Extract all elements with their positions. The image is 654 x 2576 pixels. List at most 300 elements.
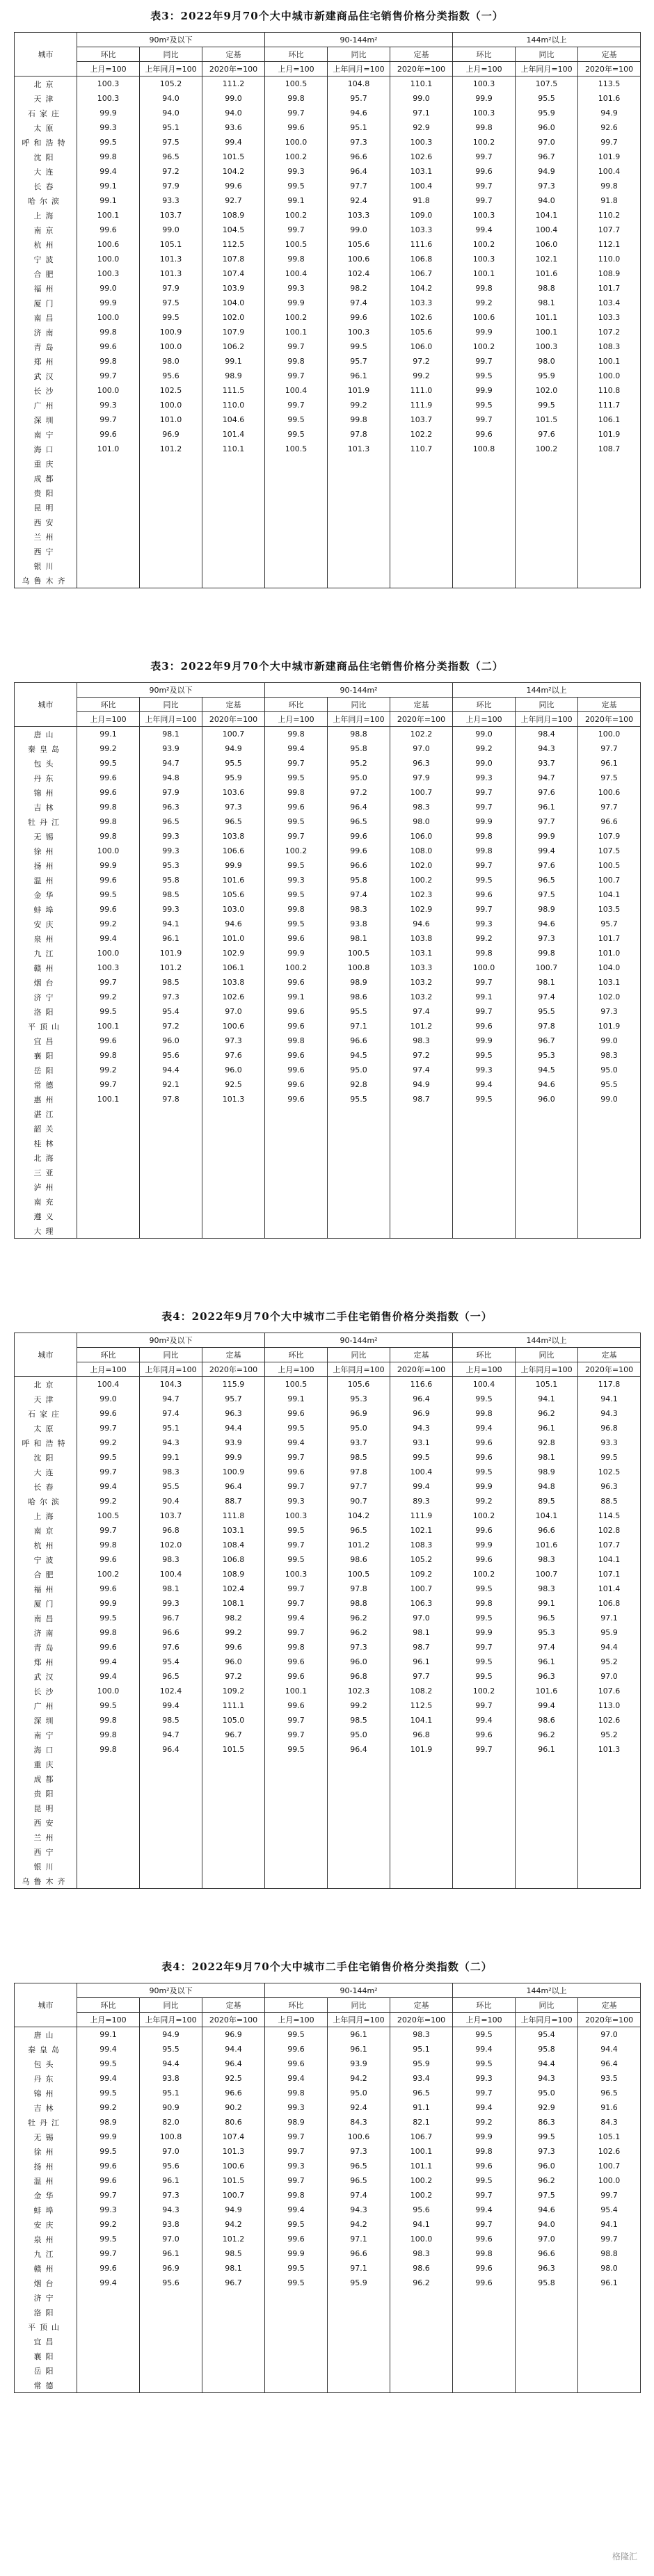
index-value-cell: 99.6 <box>77 785 140 800</box>
index-value-cell: 99.6 <box>265 1092 328 1106</box>
index-value-cell: 95.3 <box>516 1625 578 1640</box>
index-value-cell: 102.0 <box>202 310 265 325</box>
index-value-cell: 97.4 <box>328 296 390 310</box>
index-value-cell: 100.4 <box>390 179 453 193</box>
index-value-cell: 99.4 <box>202 135 265 150</box>
index-value-cell: 99.4 <box>77 1669 140 1684</box>
index-value-cell: 91.6 <box>578 2100 641 2115</box>
metric-header: 环比 <box>453 1998 516 2013</box>
index-value-cell: 95.9 <box>202 771 265 785</box>
index-value-cell: 99.3 <box>265 281 328 296</box>
index-value-cell: 99.5 <box>265 1742 328 1757</box>
index-value-cell: 99.2 <box>202 1625 265 1640</box>
city-cell: 上海 <box>15 1508 77 1523</box>
index-value-cell: 100.6 <box>453 310 516 325</box>
city-cell: 烟台 <box>15 975 77 990</box>
index-value-cell <box>390 1844 453 1859</box>
table-row <box>15 1611 641 1625</box>
index-value-cell: 98.4 <box>516 727 578 742</box>
index-value-cell: 99.4 <box>453 2042 516 2056</box>
index-value-cell: 100.3 <box>265 1567 328 1581</box>
index-value-cell: 99.6 <box>453 1523 516 1538</box>
index-value-cell: 96.8 <box>140 1523 202 1538</box>
city-cell: 洛阳 <box>15 1004 77 1019</box>
index-value-cell <box>202 1830 265 1844</box>
index-value-cell: 98.5 <box>140 975 202 990</box>
index-value-cell <box>453 1830 516 1844</box>
index-value-cell: 99.6 <box>453 1728 516 1742</box>
index-value-cell: 100.1 <box>453 266 516 281</box>
index-value-cell: 111.0 <box>390 383 453 398</box>
table-row <box>15 1844 641 1859</box>
index-value-cell: 94.5 <box>328 1048 390 1063</box>
table-row <box>15 1874 641 1889</box>
index-value-cell: 95.6 <box>140 369 202 383</box>
index-value-cell: 99.5 <box>265 427 328 442</box>
index-value-cell: 100.0 <box>77 310 140 325</box>
index-value-cell: 96.4 <box>390 1392 453 1406</box>
index-value-cell <box>77 1874 140 1889</box>
index-value-cell: 100.0 <box>77 252 140 266</box>
index-value-cell: 99.5 <box>453 873 516 887</box>
table-title: 表4：2022年9月70个大中城市二手住宅销售价格分类指数（一） <box>161 1310 493 1323</box>
table-section <box>0 0 654 588</box>
city-cell: 金华 <box>15 887 77 902</box>
index-value-cell: 99.5 <box>516 2130 578 2144</box>
index-value-cell: 99.3 <box>140 902 202 917</box>
index-value-cell: 88.5 <box>578 1494 641 1508</box>
city-cell: 南宁 <box>15 427 77 442</box>
index-value-cell: 117.8 <box>578 1377 641 1392</box>
index-value-cell <box>77 471 140 485</box>
table-row <box>15 1136 641 1150</box>
city-cell: 秦皇岛 <box>15 741 77 756</box>
index-value-cell <box>453 2363 516 2378</box>
index-value-cell: 92.8 <box>516 1435 578 1450</box>
index-value-cell <box>578 1801 641 1815</box>
index-value-cell: 98.6 <box>328 990 390 1004</box>
index-value-cell: 99.5 <box>77 2144 140 2159</box>
index-value-cell <box>516 1786 578 1801</box>
index-value-cell: 99.7 <box>265 756 328 771</box>
index-value-cell: 82.1 <box>390 2115 453 2130</box>
index-value-cell <box>453 500 516 515</box>
index-value-cell: 99.9 <box>77 1596 140 1611</box>
city-cell: 深圳 <box>15 412 77 427</box>
index-value-cell: 101.3 <box>202 2144 265 2159</box>
index-value-cell: 113.5 <box>578 77 641 92</box>
index-value-cell: 100.0 <box>77 946 140 960</box>
index-value-cell <box>140 2363 202 2378</box>
index-value-cell: 101.2 <box>390 1019 453 1033</box>
index-value-cell: 103.9 <box>202 281 265 296</box>
index-value-cell: 103.1 <box>390 164 453 179</box>
index-value-cell: 98.8 <box>328 727 390 742</box>
index-value-cell: 99.8 <box>328 412 390 427</box>
index-value-cell <box>202 456 265 471</box>
index-value-cell: 99.2 <box>77 1435 140 1450</box>
index-value-cell: 99.8 <box>77 814 140 829</box>
index-value-cell: 99.7 <box>453 1742 516 1757</box>
index-value-cell: 96.3 <box>202 1406 265 1421</box>
base-header: 上月=100 <box>453 1362 516 1377</box>
index-value-cell <box>453 2319 516 2334</box>
index-value-cell <box>390 485 453 500</box>
index-value-cell: 94.0 <box>516 193 578 208</box>
index-value-cell <box>265 544 328 558</box>
index-value-cell: 97.4 <box>390 1004 453 1019</box>
table-row <box>15 442 641 456</box>
index-value-cell <box>328 1136 390 1150</box>
index-value-cell: 99.3 <box>265 2159 328 2173</box>
index-value-cell: 99.7 <box>453 975 516 990</box>
index-value-cell: 99.6 <box>77 1552 140 1567</box>
index-value-cell <box>390 456 453 471</box>
metric-header: 定基 <box>390 1348 453 1362</box>
index-value-cell <box>390 1801 453 1815</box>
index-value-cell: 97.3 <box>140 2188 202 2203</box>
index-value-cell <box>516 1150 578 1165</box>
index-value-cell <box>140 500 202 515</box>
index-value-cell <box>140 1815 202 1830</box>
metric-header: 同比 <box>516 1348 578 1362</box>
index-value-cell: 99.5 <box>265 917 328 931</box>
index-value-cell: 92.4 <box>328 2100 390 2115</box>
index-value-cell: 99.2 <box>77 990 140 1004</box>
table-row <box>15 814 641 829</box>
index-value-cell: 99.5 <box>265 2276 328 2290</box>
table-row <box>15 1859 641 1874</box>
index-value-cell: 99.5 <box>265 858 328 873</box>
index-value-cell: 99.4 <box>265 2203 328 2217</box>
index-value-cell <box>202 500 265 515</box>
index-value-cell <box>265 573 328 588</box>
index-value-cell <box>265 558 328 573</box>
index-value-cell <box>390 500 453 515</box>
index-value-cell: 99.8 <box>453 1406 516 1421</box>
index-value-cell: 107.9 <box>202 325 265 339</box>
watermark: 格隆汇 <box>612 2552 637 2561</box>
city-cell: 济宁 <box>15 990 77 1004</box>
index-value-cell: 101.3 <box>140 252 202 266</box>
index-value-cell: 102.3 <box>390 887 453 902</box>
table-row <box>15 2144 641 2159</box>
index-value-cell: 99.8 <box>77 1625 140 1640</box>
index-value-cell: 99.3 <box>77 398 140 412</box>
index-value-cell: 96.6 <box>140 1625 202 1640</box>
index-value-cell: 101.5 <box>202 150 265 164</box>
index-value-cell <box>202 573 265 588</box>
index-value-cell: 100.6 <box>202 1019 265 1033</box>
index-value-cell <box>328 485 390 500</box>
table-section <box>0 1951 654 2393</box>
city-cell: 包头 <box>15 756 77 771</box>
index-value-cell: 104.1 <box>578 887 641 902</box>
city-cell: 唐山 <box>15 2027 77 2043</box>
city-cell: 常德 <box>15 2378 77 2393</box>
index-value-cell: 99.4 <box>265 1611 328 1625</box>
index-value-cell: 95.9 <box>578 1625 641 1640</box>
index-value-cell: 99.5 <box>453 369 516 383</box>
index-value-cell: 96.5 <box>140 1669 202 1684</box>
index-value-cell <box>265 1165 328 1180</box>
index-value-cell: 99.3 <box>265 2100 328 2115</box>
city-cell: 天津 <box>15 91 77 106</box>
index-value-cell: 99.7 <box>265 1713 328 1728</box>
index-value-cell: 107.7 <box>578 223 641 237</box>
index-value-cell <box>265 485 328 500</box>
index-value-cell: 100.2 <box>77 1567 140 1581</box>
index-value-cell: 98.3 <box>390 1033 453 1048</box>
index-value-cell: 92.8 <box>328 1077 390 1092</box>
index-value-cell: 100.7 <box>202 2188 265 2203</box>
index-value-cell: 101.2 <box>202 2232 265 2246</box>
index-value-cell: 106.8 <box>202 1552 265 1567</box>
index-value-cell <box>77 1830 140 1844</box>
index-value-cell: 103.3 <box>328 208 390 223</box>
area-band-header: 144m²以上 <box>453 683 641 698</box>
index-value-cell <box>77 1771 140 1786</box>
index-value-cell: 110.0 <box>202 398 265 412</box>
index-value-cell: 98.1 <box>390 1625 453 1640</box>
index-value-cell: 99.0 <box>453 756 516 771</box>
index-value-cell: 95.6 <box>390 2203 453 2217</box>
area-band-header: 90-144m² <box>265 1983 453 1998</box>
index-value-cell <box>328 1209 390 1223</box>
index-value-cell: 113.0 <box>578 1698 641 1713</box>
index-value-cell: 97.3 <box>328 2144 390 2159</box>
index-value-cell: 99.8 <box>265 1033 328 1048</box>
index-value-cell <box>202 2349 265 2363</box>
index-value-cell: 99.5 <box>77 1004 140 1019</box>
index-value-cell: 100.7 <box>516 960 578 975</box>
index-value-cell: 96.5 <box>202 814 265 829</box>
table-row <box>15 2276 641 2290</box>
index-value-cell: 99.3 <box>140 844 202 858</box>
index-value-cell: 99.4 <box>453 1421 516 1435</box>
index-value-cell: 96.2 <box>328 1625 390 1640</box>
index-value-cell: 109.2 <box>202 1684 265 1698</box>
base-header: 2020年=100 <box>390 62 453 77</box>
index-value-cell: 96.5 <box>328 1523 390 1538</box>
city-cell: 锦州 <box>15 785 77 800</box>
index-value-cell <box>578 1874 641 1889</box>
index-value-cell: 95.3 <box>516 1048 578 1063</box>
index-value-cell: 99.7 <box>77 1077 140 1092</box>
index-value-cell: 99.6 <box>328 829 390 844</box>
index-value-cell <box>453 558 516 573</box>
index-value-cell: 108.9 <box>578 266 641 281</box>
index-value-cell: 95.7 <box>202 1392 265 1406</box>
index-value-cell: 96.5 <box>328 2159 390 2173</box>
index-value-cell: 102.1 <box>516 252 578 266</box>
index-value-cell: 99.6 <box>265 931 328 946</box>
index-value-cell: 99.7 <box>265 106 328 120</box>
index-value-cell: 97.2 <box>140 1019 202 1033</box>
index-value-cell: 102.6 <box>390 310 453 325</box>
index-value-cell: 111.2 <box>202 77 265 92</box>
index-value-cell: 99.5 <box>77 1450 140 1465</box>
index-value-cell: 96.0 <box>140 1033 202 1048</box>
index-value-cell: 99.5 <box>453 1465 516 1479</box>
table-row <box>15 1757 641 1771</box>
index-value-cell: 98.0 <box>140 354 202 369</box>
index-value-cell <box>202 1801 265 1815</box>
index-value-cell: 96.0 <box>516 2159 578 2173</box>
index-value-cell: 99.6 <box>265 1465 328 1479</box>
index-value-cell <box>140 529 202 544</box>
index-value-cell <box>328 1844 390 1859</box>
table-row <box>15 1640 641 1655</box>
base-header: 上月=100 <box>265 712 328 727</box>
index-value-cell <box>328 2334 390 2349</box>
city-cell: 襄阳 <box>15 2349 77 2363</box>
index-value-cell: 91.8 <box>390 193 453 208</box>
index-value-cell: 100.0 <box>578 727 641 742</box>
table-row <box>15 2232 641 2246</box>
table-row <box>15 1625 641 1640</box>
index-value-cell: 97.8 <box>516 1019 578 1033</box>
index-value-cell: 105.0 <box>202 1713 265 1728</box>
index-value-cell: 94.0 <box>140 91 202 106</box>
city-cell: 天津 <box>15 1392 77 1406</box>
index-value-cell <box>77 1136 140 1150</box>
index-value-cell: 95.3 <box>328 1392 390 1406</box>
index-value-cell: 95.5 <box>328 1092 390 1106</box>
index-value-cell: 112.5 <box>390 1698 453 1713</box>
table-row <box>15 1830 641 1844</box>
index-value-cell: 95.5 <box>516 91 578 106</box>
metric-header: 环比 <box>453 1348 516 1362</box>
area-band-header: 90m²及以下 <box>77 33 265 47</box>
index-value-cell: 103.3 <box>578 310 641 325</box>
index-value-cell: 99.4 <box>265 741 328 756</box>
index-value-cell <box>202 471 265 485</box>
index-value-cell <box>77 1150 140 1165</box>
index-value-cell: 97.5 <box>578 771 641 785</box>
index-value-cell <box>328 558 390 573</box>
table-row <box>15 2056 641 2071</box>
table-row <box>15 917 641 931</box>
index-value-cell <box>578 1209 641 1223</box>
index-value-cell <box>140 1223 202 1239</box>
index-value-cell: 99.7 <box>453 1640 516 1655</box>
index-value-cell: 99.2 <box>453 2115 516 2130</box>
index-value-cell: 107.1 <box>578 1567 641 1581</box>
index-value-cell: 96.6 <box>578 814 641 829</box>
index-value-cell: 100.5 <box>77 1508 140 1523</box>
index-value-cell: 99.4 <box>77 1655 140 1669</box>
index-value-cell: 99.5 <box>77 1611 140 1625</box>
index-value-cell: 96.9 <box>390 1406 453 1421</box>
city-cell: 济宁 <box>15 2290 77 2305</box>
index-value-cell: 104.5 <box>202 223 265 237</box>
table-row <box>15 771 641 785</box>
index-value-cell: 99.2 <box>453 1494 516 1508</box>
index-value-cell <box>202 2334 265 2349</box>
table-row <box>15 208 641 223</box>
index-value-cell: 99.3 <box>77 120 140 135</box>
index-value-cell: 99.8 <box>453 2144 516 2159</box>
index-value-cell: 99.6 <box>265 2042 328 2056</box>
index-value-cell <box>140 1859 202 1874</box>
index-value-cell: 99.7 <box>578 2188 641 2203</box>
index-value-cell <box>77 515 140 529</box>
index-value-cell <box>77 2290 140 2305</box>
index-value-cell: 99.5 <box>453 398 516 412</box>
index-value-cell: 94.7 <box>140 756 202 771</box>
index-value-cell: 101.6 <box>516 1684 578 1698</box>
table-row <box>15 106 641 120</box>
index-value-cell <box>328 1121 390 1136</box>
index-value-cell: 98.0 <box>390 814 453 829</box>
base-header: 2020年=100 <box>390 2013 453 2027</box>
index-value-cell: 103.8 <box>202 975 265 990</box>
index-value-cell: 99.3 <box>265 164 328 179</box>
index-value-cell: 99.1 <box>77 179 140 193</box>
index-value-cell: 94.4 <box>140 2056 202 2071</box>
index-value-cell: 101.6 <box>516 266 578 281</box>
base-header: 2020年=100 <box>202 1362 265 1377</box>
index-value-cell <box>265 1150 328 1165</box>
city-cell: 泸州 <box>15 1180 77 1194</box>
index-value-cell <box>328 1874 390 1889</box>
index-value-cell: 96.5 <box>328 814 390 829</box>
table-row <box>15 1194 641 1209</box>
index-value-cell <box>328 1106 390 1121</box>
base-header: 上年同月=100 <box>328 1362 390 1377</box>
city-cell: 唐山 <box>15 727 77 742</box>
index-value-cell: 96.5 <box>328 2173 390 2188</box>
index-value-cell: 94.2 <box>328 2217 390 2232</box>
index-value-cell: 94.9 <box>578 106 641 120</box>
index-value-cell: 96.5 <box>578 2086 641 2100</box>
index-value-cell: 101.3 <box>328 442 390 456</box>
index-value-cell <box>140 471 202 485</box>
index-value-cell: 94.9 <box>140 2027 202 2043</box>
index-value-cell <box>265 1223 328 1239</box>
index-value-cell: 96.7 <box>202 2276 265 2290</box>
index-value-cell: 96.1 <box>516 800 578 814</box>
index-value-cell <box>265 1194 328 1209</box>
index-value-cell: 99.2 <box>77 1494 140 1508</box>
city-cell: 哈尔滨 <box>15 193 77 208</box>
city-cell: 重庆 <box>15 1757 77 1771</box>
city-cell: 蚌埠 <box>15 902 77 917</box>
index-value-cell: 99.7 <box>77 2246 140 2261</box>
city-cell: 丹东 <box>15 2071 77 2086</box>
index-value-cell: 99.6 <box>265 1698 328 1713</box>
index-value-cell: 96.1 <box>516 1655 578 1669</box>
index-value-cell: 98.9 <box>516 1465 578 1479</box>
index-value-cell: 97.9 <box>140 281 202 296</box>
index-value-cell <box>202 544 265 558</box>
base-header: 上年同月=100 <box>140 62 202 77</box>
index-value-cell: 95.0 <box>516 2086 578 2100</box>
index-value-cell: 99.6 <box>265 1669 328 1684</box>
city-cell: 牡丹江 <box>15 814 77 829</box>
index-value-cell: 99.5 <box>453 2027 516 2043</box>
index-value-cell: 99.2 <box>328 1698 390 1713</box>
base-header: 上年同月=100 <box>516 62 578 77</box>
index-value-cell <box>140 2378 202 2393</box>
index-value-cell: 99.6 <box>265 1063 328 1077</box>
metric-header: 定基 <box>390 1998 453 2013</box>
index-value-cell: 95.1 <box>140 120 202 135</box>
table-row <box>15 77 641 92</box>
city-cell: 贵阳 <box>15 485 77 500</box>
index-value-cell: 94.6 <box>202 917 265 931</box>
